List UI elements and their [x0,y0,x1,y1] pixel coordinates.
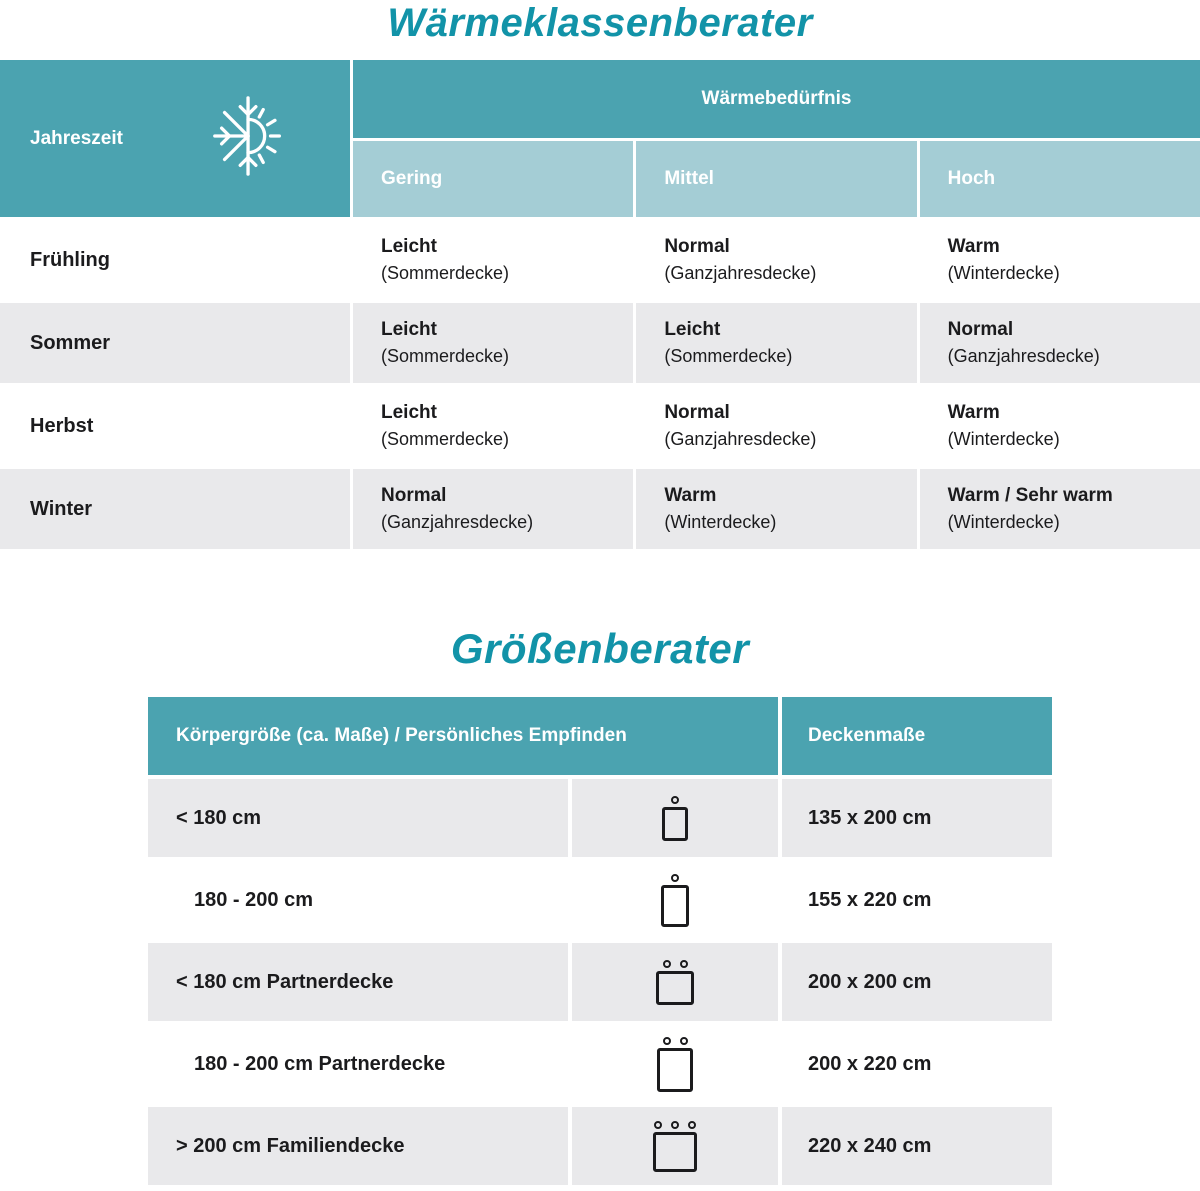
blanket-size-value: 155 x 220 cm [782,861,1052,939]
size-row-label: 180 - 200 cm [148,861,568,939]
warmth-level: Leicht [381,319,437,340]
blanket-type: (Winterdecke) [947,263,1060,283]
blanket-glyph [653,1121,697,1172]
size-row-label: < 180 cm [148,779,568,857]
blanket-size-value: 135 x 200 cm [782,779,1052,857]
cell-winter-hoch [920,469,1200,549]
blanket-type: (Sommerdecke) [381,429,510,449]
blanket-type: (Winterdecke) [947,512,1060,532]
cell-sommer-hoch [920,303,1200,383]
blanket-glyph [657,1037,693,1092]
size-row-label: 180 - 200 cm Partnerdecke [148,1025,568,1103]
size-row-label: > 200 cm Familiendecke [148,1107,568,1185]
blanket-size-value: 200 x 200 cm [782,943,1052,1021]
blanket-type: (Sommerdecke) [381,346,510,366]
blanket-box [662,807,688,841]
warmth-level: Warm / Sehr warm [947,485,1113,506]
person-dots [663,1037,688,1045]
person-dot [671,874,679,882]
warmth-level: Warm [664,485,717,506]
person-dot [663,960,671,968]
warmth-level: Normal [664,236,730,257]
cell-herbst-hoch [920,386,1200,466]
season-label-herbst: Herbst [0,386,350,466]
cell-winter-mittel [636,469,916,549]
blanket-type: (Winterdecke) [664,512,777,532]
person-dot [688,1121,696,1129]
cell-sommer-gering [353,303,633,383]
person-dots [663,960,688,968]
cell-sommer-mittel [636,303,916,383]
cell-fruehling-mittel [636,220,916,300]
blanket-glyph [662,796,688,841]
blanket-type: (Sommerdecke) [381,263,510,283]
blanket-1-person-tall-icon [572,861,778,939]
warmth-level: Warm [947,402,1000,423]
warmth-level: Leicht [381,236,437,257]
blanket-box [653,1132,697,1172]
blanket-size-value: 220 x 240 cm [782,1107,1052,1185]
season-column-label: Jahreszeit [30,127,123,149]
person-dot [680,1037,688,1045]
blanket-size-header: Deckenmaße [782,697,1052,775]
col-header-hoch: Hoch [920,141,1200,217]
size-table-title: Größenberater [450,625,750,672]
cell-fruehling-gering [353,220,633,300]
blanket-type: (Ganzjahresdecke) [381,512,534,532]
blanket-box [656,971,694,1005]
blanket-box [661,885,689,927]
warmth-level: Normal [381,485,447,506]
blanket-type: (Ganzjahresdecke) [947,346,1100,366]
size-row-label: < 180 cm Partnerdecke [148,943,568,1021]
blanket-size-value: 200 x 220 cm [782,1025,1052,1103]
col-header-gering: Gering [353,141,633,217]
person-dot [654,1121,662,1129]
blanket-glyph [661,874,689,927]
cell-herbst-mittel [636,386,916,466]
blanket-1-person-icon [572,779,778,857]
person-dots [671,796,679,804]
person-dot [671,1121,679,1129]
blanket-type: (Winterdecke) [947,429,1060,449]
blanket-glyph [656,960,694,1005]
cell-winter-gering [353,469,633,549]
person-dot [671,796,679,804]
warmth-level: Warm [947,236,1000,257]
warmth-class-table [0,60,1200,549]
cell-herbst-gering [353,386,633,466]
cell-fruehling-hoch [920,220,1200,300]
blanket-2-person-icon [572,943,778,1021]
person-dots [671,874,679,882]
blanket-type: (Ganzjahresdecke) [664,263,817,283]
season-label-winter: Winter [0,469,350,549]
warmth-need-header [353,60,1200,138]
person-dot [680,960,688,968]
warmth-level: Leicht [381,402,437,423]
season-column-header [0,60,350,217]
warmth-level: Leicht [664,319,721,340]
warmth-need-label: Wärmebedürfnis [701,88,852,109]
blanket-type: (Sommerdecke) [664,346,793,366]
blanket-3-person-icon [572,1107,778,1185]
warmth-level: Normal [947,319,1014,340]
body-height-header: Körpergröße (ca. Maße) / Persönliches Empfinden [148,697,778,775]
person-dot [663,1037,671,1045]
person-dots [654,1121,696,1129]
blanket-2-person-tall-icon [572,1025,778,1103]
blanket-type: (Ganzjahresdecke) [664,429,817,449]
snowflake-sun-icon [202,92,298,186]
season-label-sommer: Sommer [0,303,350,383]
blanket-box [657,1048,693,1092]
col-header-mittel: Mittel [636,141,916,217]
warmth-level: Normal [664,402,730,423]
season-label-fruehling: Frühling [0,220,350,300]
warmth-table-title: Wärmeklassenberater [387,1,813,45]
size-table [148,697,1052,1185]
